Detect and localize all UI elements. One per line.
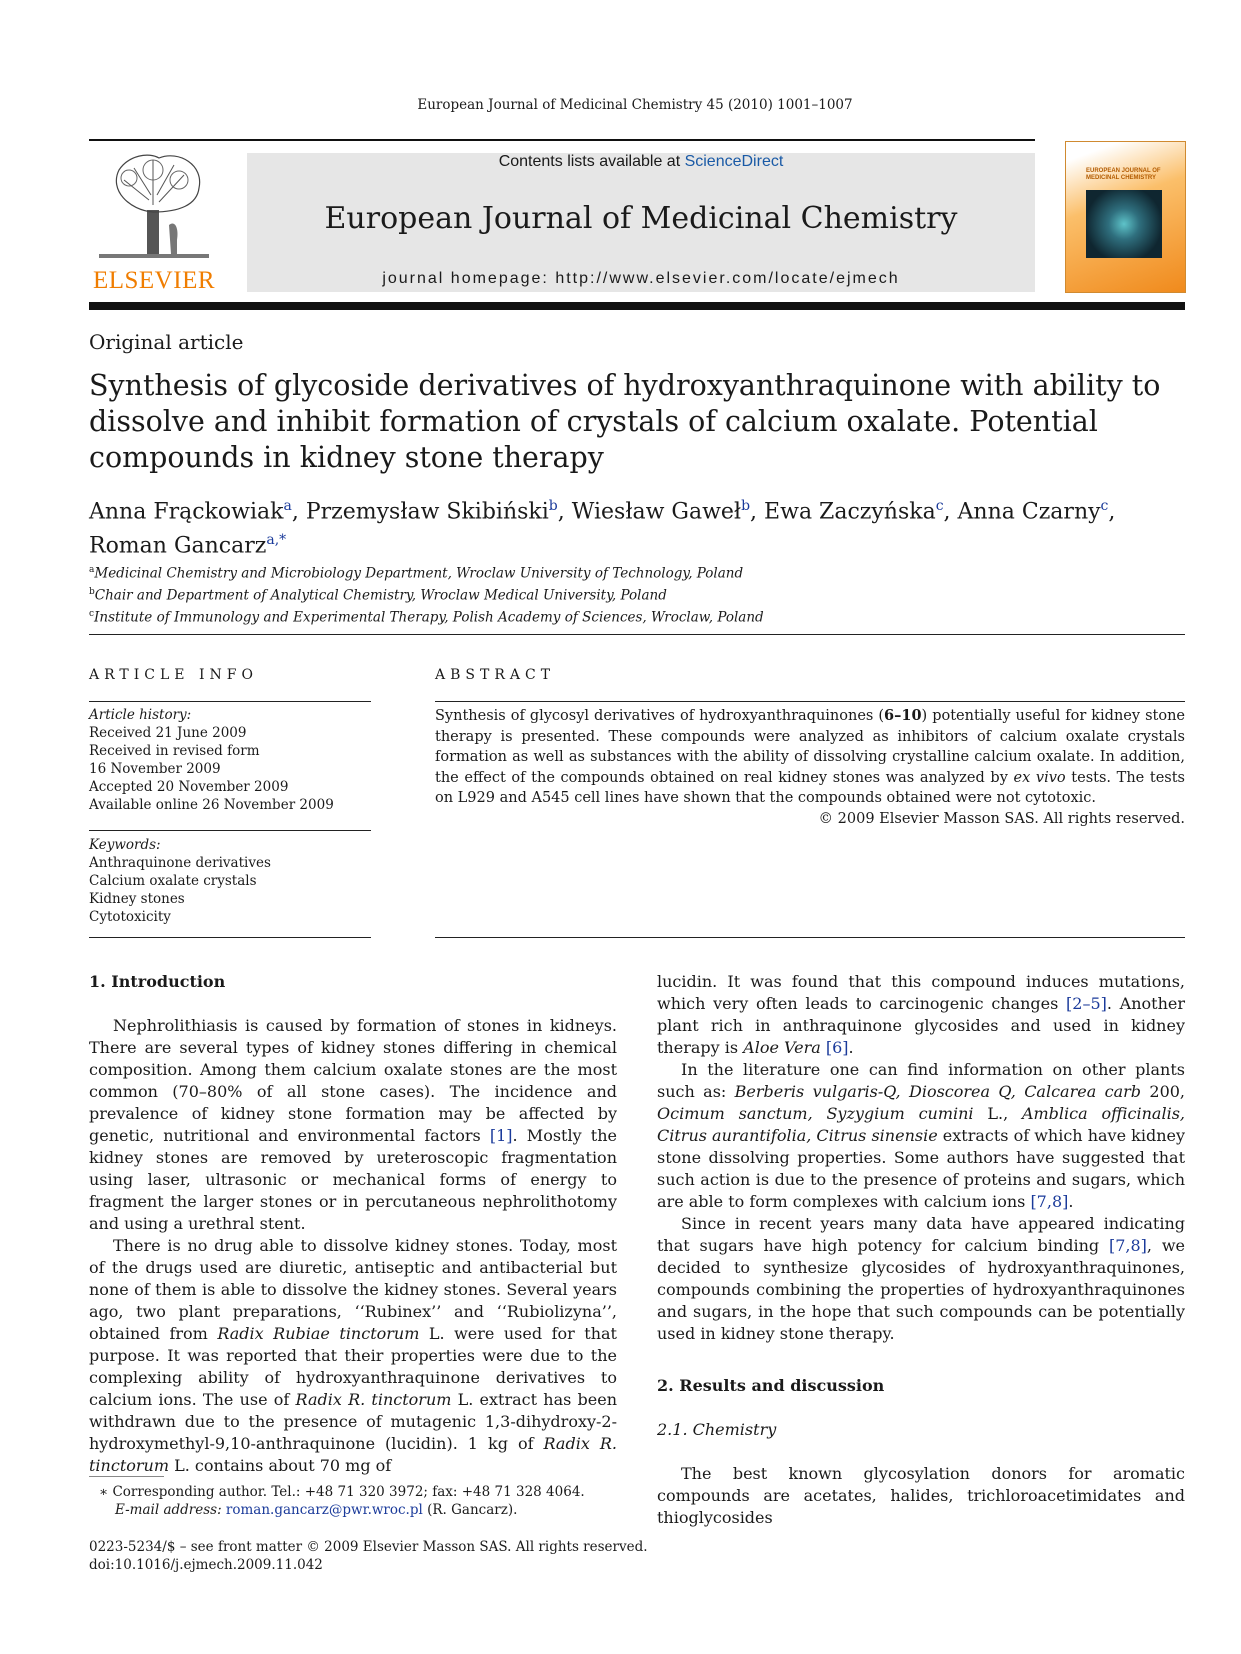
citation-link[interactable]: [7,8] bbox=[1108, 1236, 1147, 1255]
divider bbox=[435, 701, 1185, 702]
doi-line[interactable]: doi:10.1016/j.ejmech.2009.11.042 bbox=[89, 1557, 323, 1573]
author-affil-sup[interactable]: b bbox=[741, 498, 751, 514]
abstract-part: Synthesis of glycosyl derivatives of hydroxyanthraquinones ( bbox=[435, 708, 885, 724]
paragraph: lucidin. It was found that this compound induces mutations, which very often leads to carcinogenic changes [2–5]. Another plant rich in anthraquinone glycosides and used in kidney therapy is Aloe Vera [6]. bbox=[657, 972, 1186, 1057]
affil-sup: c bbox=[89, 609, 95, 619]
affil-text: Medicinal Chemistry and Microbiology Department, Wroclaw University of Technology, Poland bbox=[94, 565, 744, 582]
text-run: 200, bbox=[1141, 1082, 1186, 1101]
text-run: L., bbox=[973, 1104, 1022, 1123]
subsection-heading-chemistry: 2.1. Chemistry bbox=[657, 1420, 777, 1439]
journal-name: European Journal of Medicinal Chemistry bbox=[324, 201, 958, 236]
elsevier-wordmark: ELSEVIER bbox=[92, 267, 216, 294]
article-title: Synthesis of glycoside derivatives of hydroxyanthraquinone with ability to dissolve and inhibit formation of crystals of calcium oxalate. Potential compounds in kidney stone therapy bbox=[89, 369, 1161, 474]
species-name: Radix Rubiae tinctorum bbox=[217, 1324, 420, 1343]
affil-sup: a bbox=[89, 565, 95, 575]
text-run: Nephrolithiasis is caused by formation of stones in kidneys. There are several types of kidney stones differing in chemical composition. Among them calcium oxalate stones are the most common (70–80% of all stone cases). The incidence and prevalence of kidney stone formation may be affected by genetic, nutritional and environmental factors bbox=[89, 1016, 617, 1145]
text-run: L. contains about 70 mg of bbox=[169, 1456, 392, 1475]
author-name: Wiesław Gaweł bbox=[571, 499, 742, 525]
divider bbox=[89, 634, 1185, 635]
email-line bbox=[89, 1501, 649, 1519]
author-affil-sup[interactable]: c bbox=[1100, 498, 1109, 514]
abstract-heading: ABSTRACT bbox=[435, 667, 556, 683]
author-affil-sup[interactable]: a,* bbox=[266, 532, 287, 549]
author-name: Ewa Zaczyńska bbox=[764, 499, 936, 525]
author-name: Przemysław Skibiński bbox=[305, 499, 549, 525]
text-run: L. were used for that purpose. It was reported that their properties were due to the complexing ability of hydroxyanthraquinone derivatives to calcium ions. The use of bbox=[89, 1324, 617, 1409]
contents-line bbox=[247, 153, 1035, 171]
cover-title: EUROPEAN JOURNAL OF MEDICINAL CHEMISTRY bbox=[1086, 168, 1161, 181]
email-suffix: (R. Gancarz). bbox=[422, 1502, 518, 1518]
divider bbox=[89, 701, 371, 702]
paragraph: In the literature one can find information on other plants such as: Berberis vulgaris-Q, Dioscorea Q, Calcarea carb 200, Ocimum sanctum, Syzygium cumini L., Amblica officinalis, Citrus aurantifolia, Citrus sinensie extracts of which have kidney stone dissolving properties. Some authors have suggested that such action is due to the presence of proteins and sugars, which are able to form complexes with calcium ions [7,8]. bbox=[657, 1060, 1186, 1211]
paragraph bbox=[657, 1213, 1185, 1345]
affiliations bbox=[89, 561, 1189, 627]
paragraph: The best known glycosylation donors for aromatic compounds are acetates, halides, trichloroacetimidates and thioglycosides bbox=[657, 1464, 1185, 1527]
affiliation bbox=[89, 605, 1189, 627]
journal-cover bbox=[1065, 141, 1186, 293]
author-name: Anna Czarny bbox=[957, 499, 1101, 525]
text-run: In the literature one can find information on other plants such as: bbox=[657, 1060, 1185, 1101]
paragraph bbox=[89, 1235, 617, 1477]
text-run: There is no drug able to dissolve kidney stones. Today, most of the drugs used are diuretic, antiseptic and antibacterial but none of them is able to dissolve the kidney stones. Several years ago, two plant preparations, ‘‘Rubinex’’ and ‘‘Rubiolizyna’’, obtained from bbox=[89, 1236, 617, 1343]
text-run: Since in recent years many data have appeared indicating that sugars have high potency for calcium binding bbox=[657, 1214, 1185, 1255]
publication-info bbox=[89, 1538, 709, 1574]
text-run: . Another plant rich in anthraquinone glycosides and used in kidney therapy is bbox=[657, 994, 1186, 1057]
history-item: Received in revised form bbox=[89, 743, 260, 759]
elsevier-logo bbox=[89, 150, 219, 295]
history-item: Accepted 20 November 2009 bbox=[89, 779, 289, 795]
keywords-label: Keywords: bbox=[89, 837, 161, 853]
affiliation bbox=[89, 561, 1189, 583]
citation-link[interactable]: [6] bbox=[825, 1038, 849, 1057]
keywords bbox=[89, 836, 371, 926]
corresponding-author-note bbox=[89, 1483, 649, 1519]
history-item: Received 21 June 2009 bbox=[89, 725, 247, 741]
article-info-heading: ARTICLE INFO bbox=[89, 667, 258, 683]
corresponding-author: ∗ Corresponding author. Tel.: +48 71 320 3972; fax: +48 71 328 4064. bbox=[99, 1484, 585, 1500]
journal-banner bbox=[247, 153, 1035, 292]
species-name: Ocimum sanctum, Syzygium cumini bbox=[657, 1104, 974, 1123]
species-name: Berberis vulgaris-Q, Dioscorea Q, Calcarea carb bbox=[734, 1082, 1142, 1101]
affil-sup: b bbox=[89, 587, 95, 597]
text-run: . Mostly the kidney stones are removed by ureteroscopic fragmentation using laser, ultrasonic or mechanical forms of energy to fragment the larger stones or in percutaneous nephrolithotomy and using a urethral stent. bbox=[89, 1126, 617, 1233]
citation-link[interactable]: [1] bbox=[489, 1126, 513, 1145]
tree-icon bbox=[89, 150, 219, 268]
citation-link[interactable]: [2–5] bbox=[1066, 994, 1107, 1013]
compound-range: 6–10 bbox=[884, 707, 922, 724]
text-run: , we decided to synthesize glycosides of hydroxyanthraquinones, compounds combining the properties of hydroxyanthraquinones and sugars, in the hope that such compounds can be potentially used in kidney stone therapy. bbox=[657, 1236, 1186, 1343]
section-heading-introduction: 1. Introduction bbox=[89, 972, 226, 991]
divider bbox=[89, 937, 371, 938]
email-label: E-mail address: bbox=[115, 1502, 226, 1518]
header-thick-rule bbox=[89, 302, 1185, 310]
keyword: Kidney stones bbox=[89, 891, 185, 907]
abstract-part: tests. The tests on L929 and A545 cell lines have shown that the compounds obtained were not cytotoxic. bbox=[435, 769, 1185, 806]
author-name: Anna Frąckowiak bbox=[89, 499, 284, 525]
citation-link[interactable]: [7,8] bbox=[1030, 1192, 1069, 1211]
text-run: L. extract has been withdrawn due to the presence of mutagenic 1,3-dihydroxy-2-hydroxymethyl-9,10-anthraquinone (lucidin). 1 kg of bbox=[89, 1390, 618, 1453]
divider bbox=[435, 937, 1185, 938]
species-name: Radix R. tinctorum bbox=[295, 1390, 452, 1409]
affiliation bbox=[89, 583, 1189, 605]
author-list: Anna Frąckowiak$^a$, Przemysław Skibiński$^b$, Wiesław Gaweł$^b$, Ewa Zaczyńska$^c$, Anna Czarny$^c$, Roman Gancarz$^{a,*}$ bbox=[89, 498, 1116, 559]
author-name: Roman Gancarz bbox=[89, 533, 267, 559]
email-link[interactable]: roman.gancarz@pwr.wroc.pl bbox=[225, 1502, 423, 1518]
issn-line: 0223-5234/$ – see front matter © 2009 Elsevier Masson SAS. All rights reserved. bbox=[89, 1539, 648, 1555]
keyword: Anthraquinone derivatives bbox=[89, 855, 271, 871]
sciencedirect-link[interactable]: ScienceDirect bbox=[684, 153, 784, 170]
abstract-italic: ex vivo bbox=[1013, 769, 1066, 786]
journal-reference: European Journal of Medicinal Chemistry 45 (2010) 1001–1007 bbox=[417, 97, 853, 113]
article-history bbox=[89, 706, 371, 814]
text-run: lucidin. It was found that this compound induces mutations, which very often leads to carcinogenic changes bbox=[657, 972, 1185, 1013]
abstract-copyright: © 2009 Elsevier Masson SAS. All rights reserved. bbox=[818, 810, 1185, 827]
abstract-part: ) potentially useful for kidney stone therapy is presented. These compounds were analyzed as inhibitors of calcium oxalate crystals formation as well as substances with the ability of dissolving crystalline calcium oxalate. In addition, the effect of the compounds obtained on real kidney stones was analyzed by bbox=[435, 708, 1185, 786]
contents-prefix: Contents lists available at bbox=[498, 153, 685, 170]
author-affil-sup[interactable]: c bbox=[935, 498, 944, 514]
section-heading-results: 2. Results and discussion bbox=[657, 1376, 885, 1395]
keyword: Calcium oxalate crystals bbox=[89, 873, 257, 889]
species-name: Radix R. tinctorum bbox=[89, 1434, 617, 1475]
history-item: Available online 26 November 2009 bbox=[89, 797, 334, 813]
keyword: Cytotoxicity bbox=[89, 909, 171, 925]
species-name: Amblica officinalis, Citrus aurantifolia, Citrus sinensie bbox=[657, 1104, 1185, 1145]
author-affil-sup[interactable]: a bbox=[283, 498, 292, 514]
paragraph bbox=[89, 1015, 617, 1235]
article-type: Original article bbox=[89, 330, 244, 354]
right-column bbox=[657, 971, 1185, 1529]
header-rule bbox=[89, 139, 1035, 141]
author-affil-sup[interactable]: b bbox=[548, 498, 558, 514]
cover-molecule-image bbox=[1086, 190, 1162, 258]
text-run: extracts of which have kidney stone dissolving properties. Some authors have suggested that such action is due to the presence of proteins and sugars, which are able to form complexes with calcium ions bbox=[657, 1126, 1186, 1211]
history-label: Article history: bbox=[89, 707, 192, 723]
footnote-rule bbox=[89, 1476, 164, 1477]
left-column bbox=[89, 971, 617, 1477]
abstract-text bbox=[435, 706, 1185, 829]
divider bbox=[89, 830, 371, 831]
affil-text: Institute of Immunology and Experimental Therapy, Polish Academy of Sciences, Wroclaw, Poland bbox=[94, 609, 764, 626]
species-name: Aloe Vera bbox=[743, 1038, 821, 1057]
journal-homepage[interactable]: journal homepage: http://www.elsevier.com/locate/ejmech bbox=[382, 270, 900, 287]
affil-text: Chair and Department of Analytical Chemistry, Wroclaw Medical University, Poland bbox=[94, 587, 667, 604]
history-item: 16 November 2009 bbox=[89, 761, 221, 777]
